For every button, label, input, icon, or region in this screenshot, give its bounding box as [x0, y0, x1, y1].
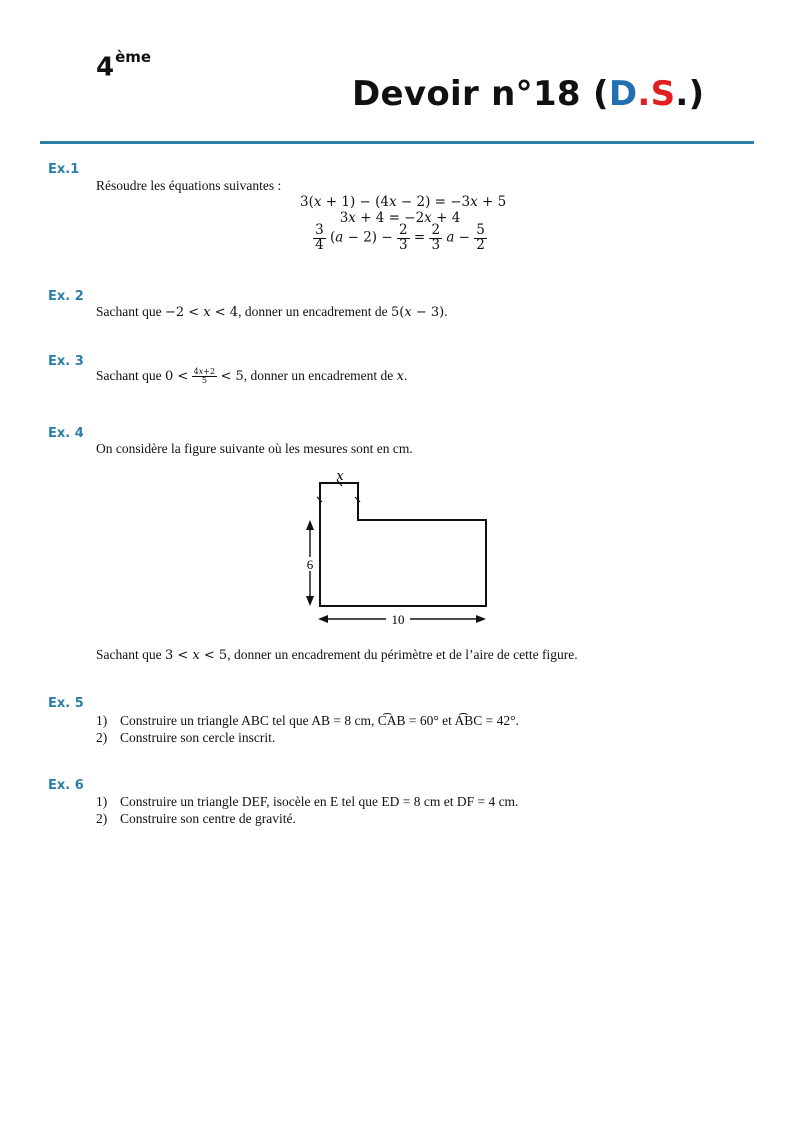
- ex4-statement: Sachant que 3 < 𝑥 < 5, donner un encadrement du périmètre et de l’aire de cette figure.: [96, 647, 578, 663]
- ex6-item-2: 2) Construire son centre de gravité.: [96, 811, 296, 826]
- ex1-equation-1: 3(𝑥 + 1) − (4𝑥 − 2) = −3𝑥 + 5: [300, 194, 507, 210]
- figure-outline: [320, 483, 486, 606]
- ex5-item-2: 2) Construire son cercle inscrit.: [96, 730, 276, 745]
- level-label: 4ème: [96, 48, 152, 83]
- figure-label-6: 6: [306, 557, 314, 572]
- ex1-intro: Résoudre les équations suivantes :: [96, 178, 282, 193]
- ex5-label: Ex. 5: [48, 696, 84, 711]
- title-dot: .: [637, 74, 651, 114]
- title-s: S: [650, 74, 676, 114]
- ex6-item-1: 1) Construire un triangle DEF, isocèle en E tel que ED = 8 cm et DF = 4 cm.: [96, 794, 519, 809]
- ex2-label: Ex. 2: [48, 289, 84, 304]
- arrow-10-head-right: [476, 615, 486, 623]
- figure-label-10: 10: [391, 612, 405, 627]
- ex4-intro: On considère la figure suivante où les mesures sont en cm.: [96, 441, 413, 456]
- ex4-figure: [296, 466, 496, 628]
- ex6-label: Ex. 6: [48, 778, 84, 793]
- arrow-10-head-left: [318, 615, 328, 623]
- ex1-label: Ex.1: [48, 162, 80, 177]
- figure-label-x: 𝑥: [336, 469, 344, 484]
- ex1-equation-3: $\frac{3}{4}$ (𝑎 − 2) − $\frac{2}{3}$ = $\frac{2}{3}$ 𝑎 − $\frac{5}{2}$: [315, 222, 485, 253]
- arrow-6-head-bottom: [306, 596, 314, 606]
- arrow-6-head-top: [306, 520, 314, 530]
- ex1-equation-2: 3𝑥 + 4 = −2𝑥 + 4: [339, 210, 461, 226]
- page-title: Devoir n°18 (D.S.): [352, 74, 705, 114]
- ex2-statement: Sachant que −2 < 𝑥 < 4, donner un encadrement de 5(𝑥 − 3).: [96, 304, 448, 320]
- level-superscript: ème: [115, 48, 152, 66]
- ex5-item-1: 1) Construire un triangle ABC tel que AB = 8 cm, C͡AB = 60° et A͡BC = 42°.: [96, 713, 519, 728]
- ex3-statement: Sachant que 0 < $\frac{\text{4𝑥+2}}{5}$ < 5, donner un encadrement de 𝑥.: [96, 367, 408, 386]
- header-divider: [40, 141, 754, 144]
- ex3-label: Ex. 3: [48, 354, 84, 369]
- title-d: D: [608, 74, 638, 114]
- ex4-label: Ex. 4: [48, 426, 84, 441]
